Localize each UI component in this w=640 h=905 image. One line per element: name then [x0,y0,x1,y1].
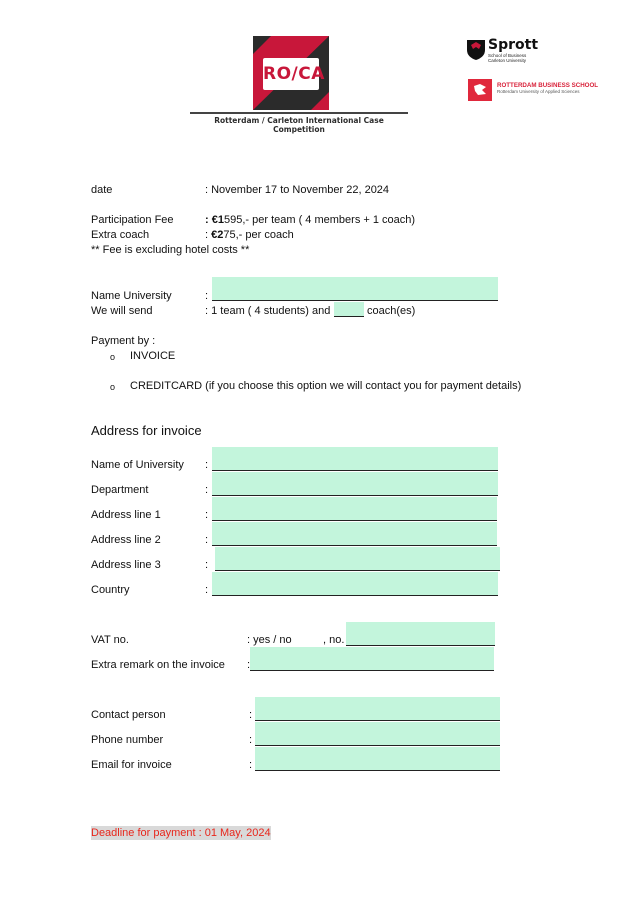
address-university-input[interactable] [212,447,498,470]
creditcard-bullet[interactable]: o [110,382,116,392]
we-will-send-value: : 1 team ( 4 students) and [205,305,331,317]
phone-number-underline [255,745,500,746]
coach-label: Extra coach [91,229,150,241]
sprott-line1: School of Business [488,53,527,58]
fee-colon: : [205,214,212,226]
roca-logo-caption: Rotterdam / Carleton International Case Competition [214,116,384,134]
email-invoice-label: Email for invoice [91,759,172,771]
fee-value: 595,- per team ( 4 members + 1 coach) [223,214,416,226]
contact-person-label: Contact person [91,709,166,721]
coach-suffix: coach(es) [367,305,416,317]
department-input[interactable] [212,472,498,495]
phone-number-label: Phone number [91,734,164,746]
coach-amount: €2 [211,229,224,241]
name-university-input[interactable] [212,277,498,300]
address-label-university: Name of University [91,459,184,471]
date-value: : November 17 to November 22, 2024 [205,184,390,196]
extra-remark-input[interactable] [250,647,494,670]
coach-row [205,228,294,242]
address-colon-university: : [205,459,209,471]
date-label: date [91,184,113,196]
extra-remark-label: Extra remark on the invoice [91,659,225,671]
address-label-country: Country [91,584,130,596]
sprott-logo [466,37,539,66]
vat-number-input[interactable] [346,622,495,645]
coach-count-input[interactable] [334,302,364,316]
sprott-name: Sprott [488,37,539,53]
address-label-department: Department [91,484,149,496]
department-underline [212,495,498,496]
payment-option-creditcard[interactable]: CREDITCARD (if you choose this option we will contact you for payment details) [130,380,522,392]
extra-remark-underline [250,670,494,671]
email-invoice-underline [255,770,500,771]
roca-logo [253,36,329,110]
email-invoice-input[interactable] [255,747,500,770]
address-colon-line2: : [205,534,209,546]
payment-option-invoice[interactable]: INVOICE [130,350,176,362]
sprott-line2: Carleton University [488,58,527,63]
address-colon-country: : [205,584,209,596]
extra-remark-colon: : [247,659,251,671]
country-input[interactable] [212,572,498,595]
address-label-line1: Address line 1 [91,509,161,521]
roca-logo-rule [190,112,408,114]
coach-value: 75,- per coach [223,229,294,241]
address-colon-line3: : [205,559,209,571]
rbs-name: ROTTERDAM BUSINESS SCHOOL [497,82,599,89]
payment-deadline: Deadline for payment : 01 May, 2024 [91,827,271,839]
payment-title: Payment by : [91,335,156,347]
name-university-underline [212,300,498,301]
name-university-colon: : [205,290,209,302]
sprott-shield-icon [466,38,486,60]
address-line1-input[interactable] [212,497,497,520]
country-underline [212,595,498,596]
vat-number-underline [346,645,495,646]
fee-row [205,213,415,227]
coach-colon: : [205,229,212,241]
vat-no-label: , no. [323,634,345,646]
address-line1-underline [212,520,497,521]
we-will-send-label: We will send [91,305,153,317]
name-university-label: Name University [91,290,172,302]
address-label-line2: Address line 2 [91,534,161,546]
fee-amount: €1 [211,214,224,226]
address-line2-underline [212,545,497,546]
vat-label: VAT no. [91,634,129,646]
contact-person-underline [255,720,500,721]
address-colon-line1: : [205,509,209,521]
rbs-emblem-icon [468,79,492,101]
contact-person-input[interactable] [255,697,500,720]
rbs-logo [468,79,598,103]
address-label-line3: Address line 3 [91,559,161,571]
phone-number-input[interactable] [255,722,500,745]
address-section-title: Address for invoice [91,423,202,438]
email-invoice-colon: : [249,759,253,771]
address-line3-underline [215,570,500,571]
coach-count-underline [334,316,364,317]
vat-yes-no[interactable]: : yes / no [247,634,292,646]
rbs-emblem-mark [468,79,492,101]
address-line3-input[interactable] [215,547,500,570]
address-colon-department: : [205,484,209,496]
fee-label: Participation Fee [91,214,174,226]
hotel-note: ** Fee is excluding hotel costs ** [91,244,250,256]
address-line2-input[interactable] [212,522,497,545]
contact-person-colon: : [249,709,253,721]
rbs-sub: Rotterdam University of Applied Sciences [497,89,580,94]
roca-logo-text: RO/CA [263,64,325,84]
phone-number-colon: : [249,734,253,746]
address-university-underline [212,470,498,471]
invoice-bullet[interactable]: o [110,352,116,362]
